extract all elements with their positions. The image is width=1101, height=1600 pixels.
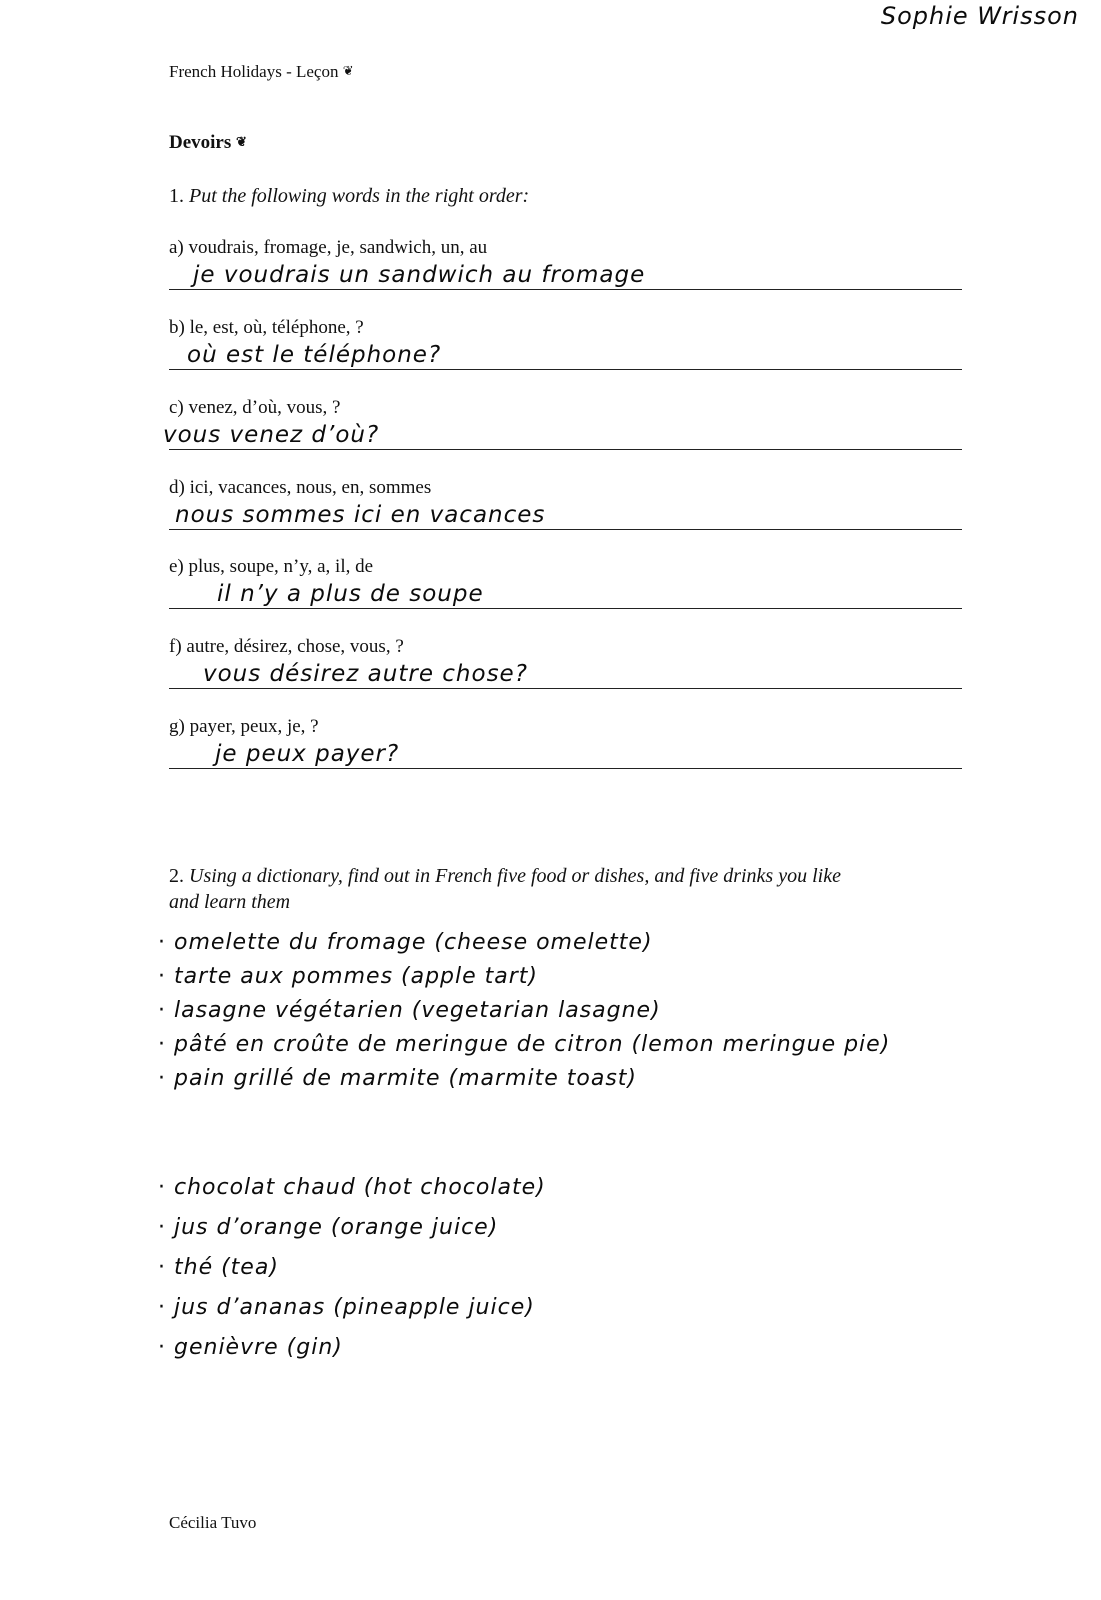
answer-line — [169, 369, 962, 370]
item-prompt: c) venez, d’où, vous, ? — [169, 397, 341, 418]
bullet-dot-icon: · — [158, 1255, 166, 1280]
food-item-text: omelette du fromage (cheese omelette) — [174, 930, 653, 955]
item-prompt: f) autre, désirez, chose, vous, ? — [169, 636, 404, 657]
drink-item-text: jus d’orange (orange juice) — [174, 1215, 499, 1240]
bullet-dot-icon: · — [158, 998, 166, 1023]
drink-item — [158, 1255, 546, 1295]
exercise-item-e — [169, 556, 962, 620]
drink-item — [158, 1175, 546, 1215]
item-answer: où est le téléphone? — [187, 342, 442, 368]
answer-line — [169, 449, 962, 450]
food-item — [158, 998, 890, 1032]
answer-line — [169, 289, 962, 290]
answer-line — [169, 608, 962, 609]
drink-item — [158, 1335, 546, 1375]
question-2-number: 2. — [169, 865, 184, 887]
bullet-dot-icon: · — [158, 1295, 166, 1320]
question-2-instruction — [169, 863, 969, 915]
drink-item-text: thé (tea) — [174, 1255, 279, 1280]
food-item-text: pâté en croûte de meringue de citron (lemon meringue pie) — [174, 1032, 891, 1057]
exercise-item-d — [169, 477, 962, 541]
item-answer: vous désirez autre chose? — [203, 661, 528, 687]
bullet-dot-icon: · — [158, 1066, 166, 1091]
food-item — [158, 930, 890, 964]
item-prompt: e) plus, soupe, n’y, a, il, de — [169, 556, 374, 577]
exercise-item-g — [169, 716, 962, 780]
exercise-item-f — [169, 636, 962, 700]
exercise-item-b — [169, 317, 962, 381]
answer-line — [169, 768, 962, 769]
question-1-text: Put the following words in the right order: — [189, 185, 530, 207]
question-2-text-line-1: Using a dictionary, find out in French five food or dishes, and five drinks you like — [189, 865, 841, 887]
question-1-instruction — [169, 185, 529, 208]
question-1-number: 1. — [169, 185, 184, 207]
drink-item-text: genièvre (gin) — [174, 1335, 343, 1360]
food-item — [158, 1066, 890, 1100]
lesson-number-mark: ❦ — [342, 63, 354, 78]
bullet-dot-icon: · — [158, 1335, 166, 1360]
item-prompt: b) le, est, où, téléphone, ? — [169, 317, 364, 338]
footer-author: Cécilia Tuvo — [169, 1513, 257, 1532]
item-prompt: a) voudrais, fromage, je, sandwich, un, au — [169, 237, 488, 258]
exercise-item-a — [169, 237, 962, 301]
drink-list — [158, 1175, 546, 1375]
bullet-dot-icon: · — [158, 1175, 166, 1200]
header-title: French Holidays - Leçon — [169, 62, 339, 81]
bullet-dot-icon: · — [158, 1032, 166, 1057]
item-answer: nous sommes ici en vacances — [175, 502, 546, 528]
item-prompt: d) ici, vacances, nous, en, sommes — [169, 477, 432, 498]
question-2-text-line-2: and learn them — [169, 891, 291, 913]
item-prompt: g) payer, peux, je, ? — [169, 716, 319, 737]
student-signature: Sophie Wrisson — [880, 2, 1079, 30]
item-answer: vous venez d’où? — [163, 422, 380, 448]
food-list — [158, 930, 890, 1100]
answer-line — [169, 529, 962, 530]
drink-item — [158, 1215, 546, 1255]
food-item-text: lasagne végétarien (vegetarian lasagne) — [174, 998, 661, 1023]
worksheet-header — [169, 62, 354, 82]
item-answer: je peux payer? — [215, 741, 400, 767]
exercise-item-c — [163, 397, 962, 461]
drink-item-text: jus d’ananas (pineapple juice) — [174, 1295, 535, 1320]
bullet-dot-icon: · — [158, 1215, 166, 1240]
food-item-text: tarte aux pommes (apple tart) — [174, 964, 539, 989]
food-item — [158, 1032, 890, 1066]
drink-item — [158, 1295, 546, 1335]
food-item-text: pain grillé de marmite (marmite toast) — [174, 1066, 637, 1091]
homework-number-mark: ❦ — [236, 134, 247, 149]
item-answer: il n’y a plus de soupe — [217, 581, 484, 607]
answer-line — [169, 688, 962, 689]
bullet-dot-icon: · — [158, 930, 166, 955]
food-item — [158, 964, 890, 998]
drink-item-text: chocolat chaud (hot chocolate) — [174, 1175, 546, 1200]
item-answer: je voudrais un sandwich au fromage — [193, 262, 646, 288]
homework-title — [169, 132, 247, 154]
homework-title-text: Devoirs — [169, 132, 232, 153]
bullet-dot-icon: · — [158, 964, 166, 989]
